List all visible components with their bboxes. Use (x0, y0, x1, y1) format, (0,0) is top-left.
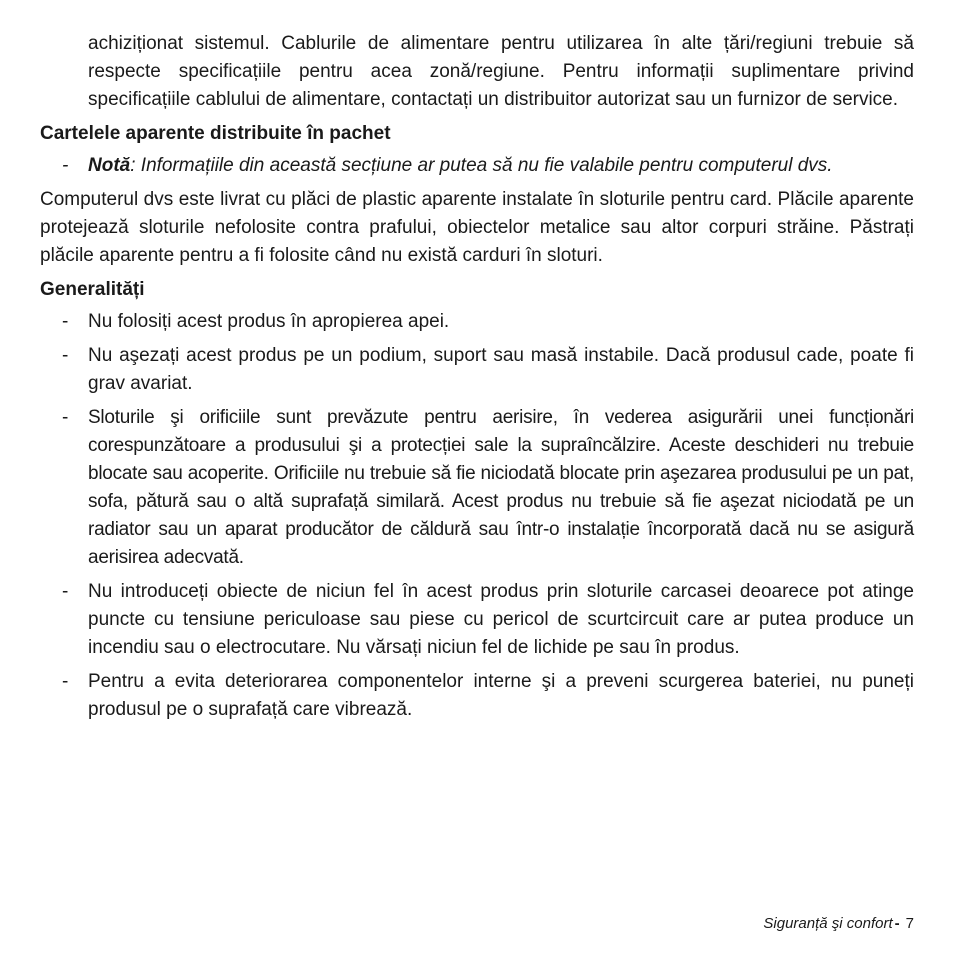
document-page (40, 30, 914, 730)
section-heading-general: Generalități (40, 279, 145, 300)
list-dash: - (62, 155, 69, 176)
list-item (40, 404, 914, 572)
note-text: : Informațiile din această secțiune ar putea să nu fie valabile pentru computerul dvs. (130, 155, 833, 176)
list-dash: - (62, 345, 69, 366)
note-list (40, 152, 914, 180)
general-list (40, 308, 914, 724)
list-item-text: Pentru a evita deteriorarea componentelor interne şi a preveni scurgerea bateriei, nu puneți produsul pe o suprafață care vibrează. (88, 671, 914, 720)
list-item (40, 578, 914, 662)
list-item-text: Nu aşezați acest produs pe un podium, suport sau masă instabile. Dacă produsul cade, poate fi grav avariat. (88, 345, 914, 394)
list-dash: - (62, 311, 69, 332)
list-dash: - (62, 671, 69, 692)
section-heading-blanks: Cartelele aparente distribuite în pachet (40, 123, 391, 144)
blanks-body-paragraph: Computerul dvs este livrat cu plăci de plastic aparente instalate în sloturile pentru card. Plăcile aparente protejează sloturile nefolosite contra prafului, obiectelor metalice sau altor corpuri străine. Păstrați plăcile aparente pentru a fi folosite când nu există carduri în sloturi. (40, 189, 914, 266)
list-dash: - (62, 581, 69, 602)
footer-title: Siguranță şi confort (763, 915, 893, 932)
page-number: 7 (905, 915, 914, 932)
list-item (40, 668, 914, 724)
list-item-text: Nu folosiți acest produs în apropierea apei. (88, 311, 450, 332)
page-footer (763, 914, 914, 934)
list-item-text: Nu introduceți obiecte de niciun fel în acest produs prin sloturile carcasei deoarece pot atinge puncte cu tensiune periculoase sau piese cu pericol de scurtcircuit care ar putea produce un incendiu sau o electrocutare. Nu vărsați niciun fel de lichide pe sau în produs. (88, 581, 914, 658)
list-item-text: Sloturile şi orificiile sunt prevăzute pentru aerisire, în vederea asigurării unei funcționări corespunzătoare a produsului şi a protecției sale la supraîncălzire. Aceste deschideri nu trebuie blocate sau acoperite. Orificiile nu trebuie să fie niciodată blocate prin aşezarea produsului pe un pat, sofa, pătură sau o altă suprafață similară. Acest produs nu trebuie să fie aşezat niciodată pe un radiator sau un aparat producător de căldură sau într-o instalație încorporată dacă nu se asigură aerisirea adecvată. (88, 407, 914, 568)
intro-paragraph: achiziționat sistemul. Cablurile de alimentare pentru utilizarea în alte țări/regiuni trebuie să respecte specificațiile pentru acea zonă/regiune. Pentru informații suplimentare privind specificațiile cablului de alimentare, contactați un distribuitor autorizat sau un furnizor de service. (88, 33, 914, 110)
list-dash: - (62, 407, 69, 428)
list-item (40, 308, 914, 336)
note-label: Notă (88, 155, 131, 176)
note-item (40, 152, 914, 180)
footer-separator: - (894, 915, 900, 932)
list-item (40, 342, 914, 398)
